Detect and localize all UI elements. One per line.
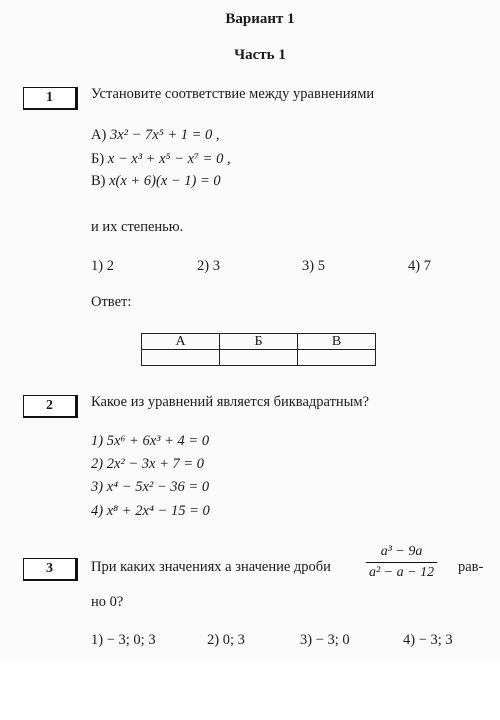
task-2-option-1: 1) 5x⁶ + 6x³ + 4 = 0 <box>91 433 210 449</box>
task-1-question: Установите соответствие между уравнениями <box>91 86 375 102</box>
fraction-numerator: a³ − 9a <box>366 544 437 563</box>
task-1-option-1: 1) 2 <box>91 258 114 274</box>
task-3-question-start: При каких значениях a значение дроби <box>91 559 331 575</box>
task-1-equation-c <box>91 173 221 190</box>
answer-header-a: А <box>142 334 220 350</box>
task-1-tail-text: и их степенью. <box>91 219 184 235</box>
equation-label: В) <box>91 173 106 189</box>
fraction <box>366 544 437 581</box>
task-2-option-3: 3) x⁴ − 5x² − 36 = 0 <box>91 479 210 495</box>
answer-header-c: В <box>298 334 376 350</box>
equation-expr: 3x² − 7x⁵ + 1 = 0 , <box>109 127 220 143</box>
task-1-option-2: 2) 3 <box>197 258 220 274</box>
answer-header-b: Б <box>220 334 298 350</box>
answer-table <box>141 333 376 366</box>
task-2-question: Какое из уравнений является биквадратным? <box>91 394 370 410</box>
equation-label: Б) <box>91 151 105 167</box>
answer-cell-b[interactable] <box>220 350 298 366</box>
task-1-option-3: 3) 5 <box>302 258 325 274</box>
task-1-equation-a <box>91 127 220 144</box>
part-title: Часть 1 <box>234 47 286 63</box>
task-3-option-4: 4) − 3; 3 <box>403 632 453 648</box>
task-3-number-box: 3 <box>23 558 78 581</box>
variant-title: Вариант 1 <box>225 11 295 27</box>
task-2-option-2: 2) 2x² − 3x + 7 = 0 <box>91 456 205 472</box>
answer-cell-c[interactable] <box>298 350 376 366</box>
table-row <box>142 334 376 350</box>
answer-cell-a[interactable] <box>142 350 220 366</box>
task-2-option-4: 4) x⁸ + 2x⁴ − 15 = 0 <box>91 503 210 519</box>
equation-expr: x(x + 6)(x − 1) = 0 <box>109 173 221 189</box>
task-2-number-box: 2 <box>23 395 78 418</box>
task-3-question-end: рав- <box>458 559 484 575</box>
task-1-answer-label: Ответ: <box>91 294 132 310</box>
task-3-question-continuation: но 0? <box>91 594 124 610</box>
task-1-equation-b <box>91 151 231 168</box>
equation-label: А) <box>91 127 107 143</box>
fraction-denominator: a² − a − 12 <box>369 565 435 580</box>
task-1-number-box: 1 <box>23 87 78 110</box>
task-3-option-1: 1) − 3; 0; 3 <box>91 632 156 648</box>
task-1-option-4: 4) 7 <box>408 258 431 274</box>
table-row <box>142 350 376 366</box>
task-3-option-2: 2) 0; 3 <box>207 632 245 648</box>
equation-expr: x − x³ + x⁵ − x⁷ = 0 , <box>107 151 231 167</box>
task-3-option-3: 3) − 3; 0 <box>300 632 350 648</box>
task-3-fraction <box>366 544 437 581</box>
